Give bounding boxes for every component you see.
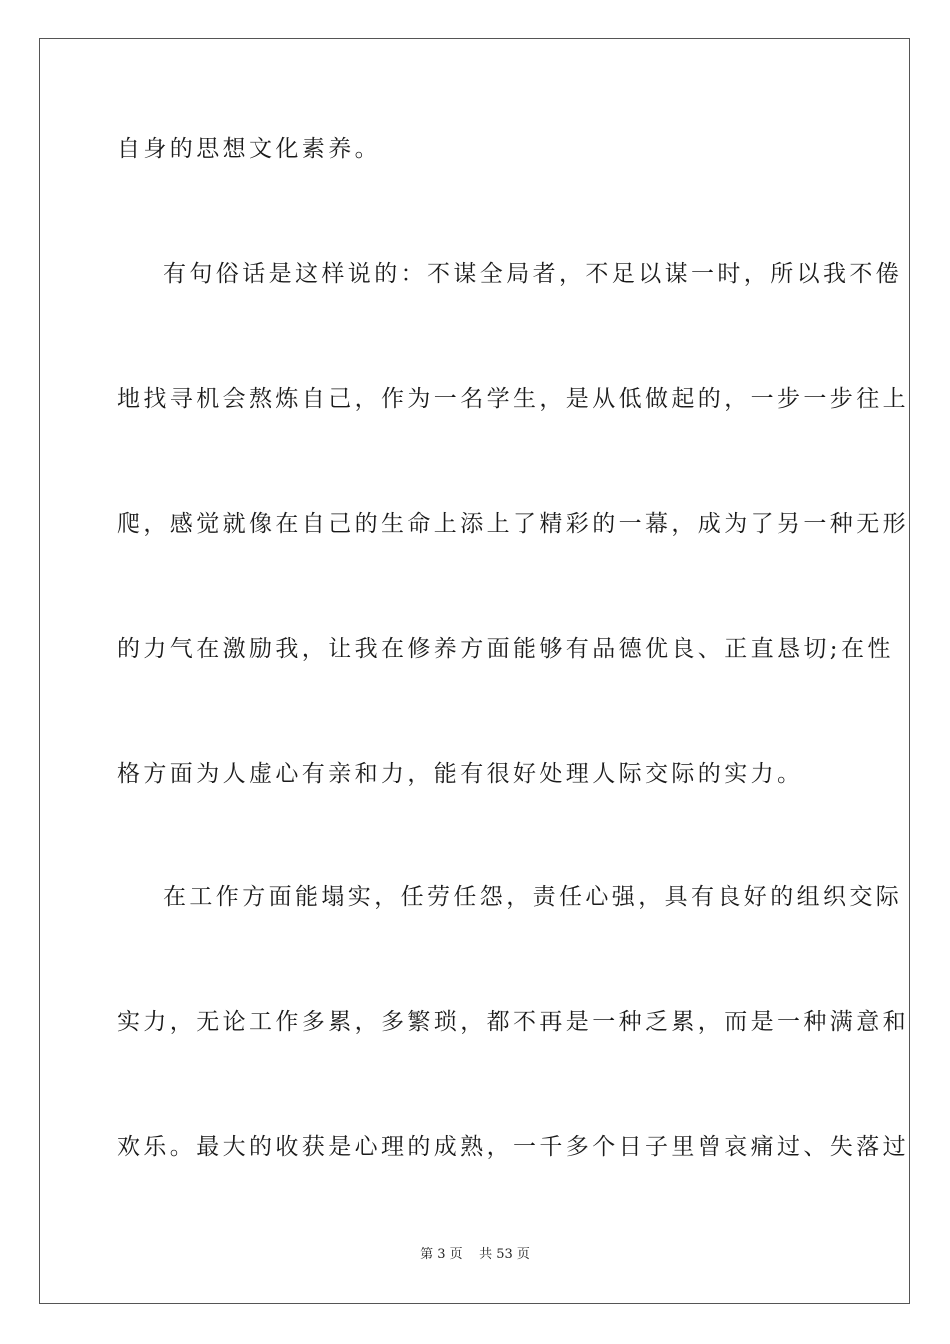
paragraph-line-5: 的力气在激励我，让我在修养方面能够有品德优良、正直恳切;在性 xyxy=(117,636,894,662)
paragraph-line-8: 实力，无论工作多累，多繁琐，都不再是一种乏累，而是一种满意和 xyxy=(117,1009,909,1035)
paragraph-line-4: 爬，感觉就像在自己的生命上添上了精彩的一幕，成为了另一种无形 xyxy=(117,511,909,537)
paragraph-line-1: 自身的思想文化素养。 xyxy=(117,136,381,162)
paragraph-line-6: 格方面为人虚心有亲和力，能有很好处理人际交际的实力。 xyxy=(117,761,804,787)
paragraph-line-2: 有句俗话是这样说的：不谋全局者，不足以谋一时，所以我不倦 xyxy=(163,261,903,287)
paragraph-line-9: 欢乐。最大的收获是心理的成熟，一千多个日子里曾哀痛过、失落过 xyxy=(117,1134,909,1160)
paragraph-line-7: 在工作方面能塌实，任劳任怨，责任心强，具有良好的组织交际 xyxy=(163,884,903,910)
page-border xyxy=(39,38,910,1304)
paragraph-line-3: 地找寻机会熬炼自己，作为一名学生，是从低做起的，一步一步往上 xyxy=(117,386,909,412)
page-number-footer: 第 3 页 共 53 页 xyxy=(420,1247,530,1262)
